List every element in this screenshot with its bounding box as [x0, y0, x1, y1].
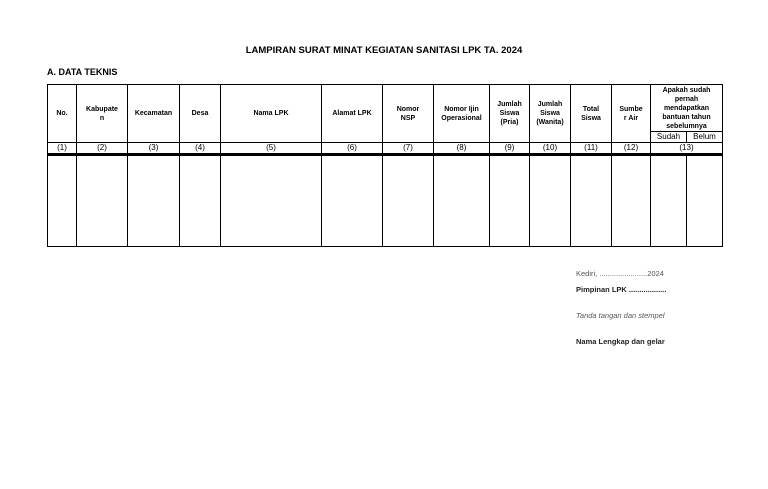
column-number: (6): [322, 143, 383, 155]
column-number: (13): [651, 143, 723, 155]
table-cell[interactable]: [322, 155, 383, 247]
signature-name-line: Nama Lengkap dan gelar: [576, 337, 665, 346]
table-row: [48, 155, 723, 247]
signature-date-line: Kediri, .......................2024: [576, 269, 664, 278]
column-number: (8): [434, 143, 490, 155]
table-cell[interactable]: [687, 155, 723, 247]
document-title: LAMPIRAN SURAT MINAT KEGIATAN SANITASI LPK TA. 2024: [245, 45, 523, 56]
header-nomor-ijin: Nomor Ijin Operasional: [434, 85, 490, 143]
header-siswa-pria: Jumlah Siswa (Pria): [490, 85, 530, 143]
section-heading: A. DATA TEKNIS: [47, 67, 118, 77]
column-number: (2): [77, 143, 128, 155]
data-table: [47, 84, 723, 247]
table-cell[interactable]: [651, 155, 687, 247]
signature-note: Tanda tangan dan stempel: [576, 311, 665, 320]
table-cell[interactable]: [434, 155, 490, 247]
header-nama-lpk: Nama LPK: [221, 85, 322, 143]
header-bantuan: Apakah sudah pernah mendapatkan bantuan tahun sebelumnya: [651, 85, 723, 132]
column-number: (3): [128, 143, 180, 155]
header-no: No.: [48, 85, 77, 143]
table-cell[interactable]: [221, 155, 322, 247]
table-cell[interactable]: [571, 155, 612, 247]
table-cell[interactable]: [490, 155, 530, 247]
table-cell[interactable]: [530, 155, 571, 247]
table-cell[interactable]: [383, 155, 434, 247]
table-cell[interactable]: [128, 155, 180, 247]
table-cell[interactable]: [48, 155, 77, 247]
header-kabupaten: Kabupate n: [77, 85, 128, 143]
column-number: (5): [221, 143, 322, 155]
table-cell[interactable]: [180, 155, 221, 247]
header-nomor-nsp: Nomor NSP: [383, 85, 434, 143]
table-cell[interactable]: [77, 155, 128, 247]
column-number: (7): [383, 143, 434, 155]
column-number: (10): [530, 143, 571, 155]
subheader-belum: Belum: [687, 132, 723, 143]
column-number: (4): [180, 143, 221, 155]
header-total-siswa: Total Siswa: [571, 85, 612, 143]
header-sumber-air: Sumbe r Air: [612, 85, 651, 143]
column-number: (11): [571, 143, 612, 155]
column-number: (9): [490, 143, 530, 155]
header-siswa-wanita: Jumlah Siswa (Wanita): [530, 85, 571, 143]
header-alamat-lpk: Alamat LPK: [322, 85, 383, 143]
subheader-sudah: Sudah: [651, 132, 687, 143]
column-number: (12): [612, 143, 651, 155]
signature-head-line: Pimpinan LPK ..................: [576, 285, 667, 294]
header-desa: Desa: [180, 85, 221, 143]
column-number: (1): [48, 143, 77, 155]
table-cell[interactable]: [612, 155, 651, 247]
header-kecamatan: Kecamatan: [128, 85, 180, 143]
